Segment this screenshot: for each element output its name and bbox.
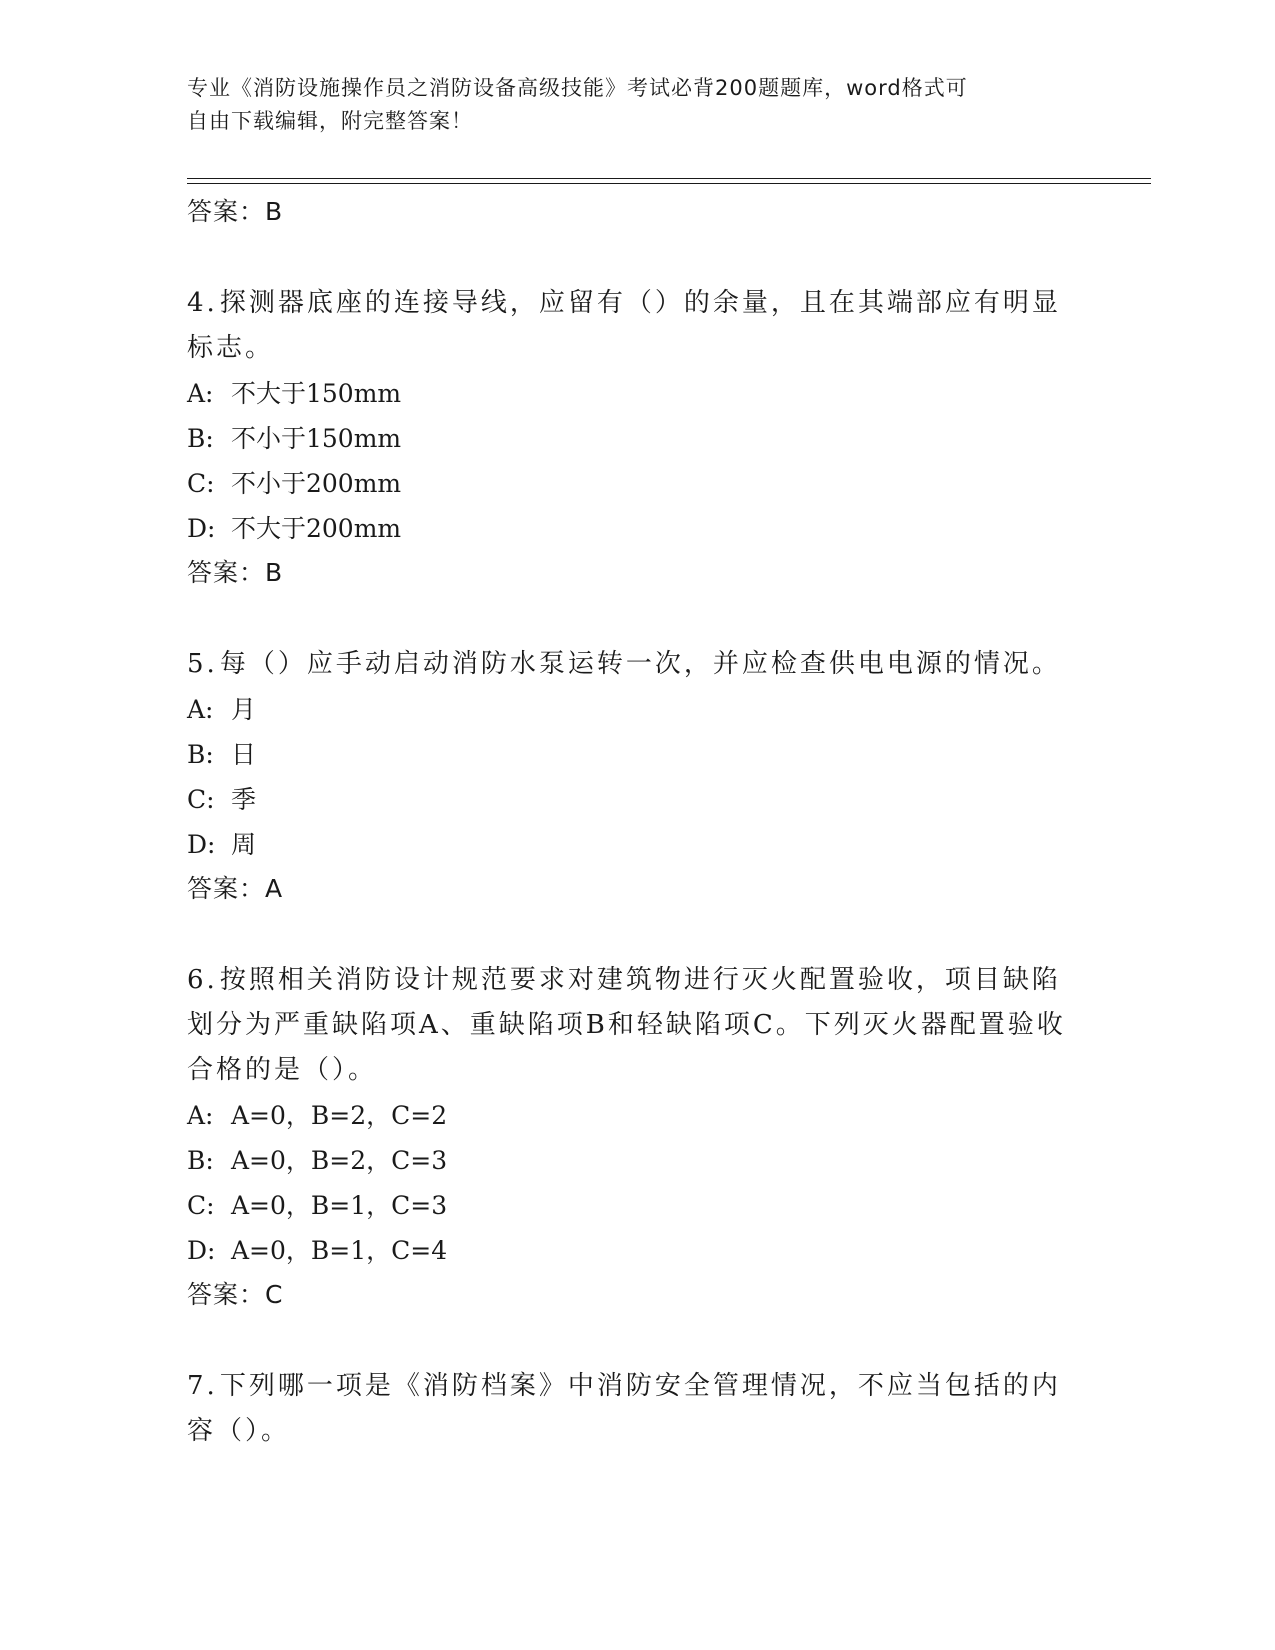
option-letter: D: (187, 1236, 216, 1265)
option-d (187, 822, 1087, 867)
option-b (187, 1138, 1087, 1183)
option-letter: D: (187, 830, 216, 859)
option-letter: C: (187, 785, 215, 814)
option-text: A=0，B=2，C=3 (231, 1146, 448, 1175)
option-c (187, 1183, 1087, 1228)
stem-line (187, 281, 1087, 326)
question-content (187, 190, 1087, 1454)
stem-line (187, 958, 1087, 1003)
question-number: 4. (187, 288, 218, 318)
header-line-1: 专业《消防设施操作员之消防设备高级技能》考试必背200题题库，word格式可 (187, 76, 968, 100)
option-a (187, 687, 1087, 732)
document-header (187, 72, 1067, 138)
answer-label: 答案： (187, 558, 266, 587)
header-divider-top (187, 178, 1151, 179)
header-line-2: 自由下载编辑，附完整答案！ (187, 109, 473, 133)
option-a (187, 371, 1087, 416)
stem-line: 标志。 (187, 333, 275, 363)
stem-text: 按照相关消防设计规范要求对建筑物进行灭火配置验收，项目缺陷 (219, 965, 1061, 995)
stem-text: 下列哪一项是《消防档案》中消防安全管理情况，不应当包括的内 (219, 1371, 1061, 1401)
option-d (187, 1228, 1087, 1273)
question-stem (187, 642, 1087, 687)
option-letter: B: (187, 1146, 214, 1175)
answer-line (187, 551, 1087, 595)
answer-value: B (265, 558, 284, 587)
option-letter: C: (187, 469, 215, 498)
answer-value: A (265, 874, 284, 903)
option-d (187, 506, 1087, 551)
stem-line: 合格的是（）。 (187, 1055, 378, 1085)
option-text: 不小于150mm (231, 424, 402, 453)
stem-line: 容（）。 (187, 1416, 291, 1446)
option-b (187, 732, 1087, 777)
stem-line (187, 642, 1087, 687)
option-text: A=0，B=2，C=2 (231, 1101, 448, 1130)
question-4 (187, 281, 1087, 595)
option-letter: C: (187, 1191, 215, 1220)
option-letter: A: (187, 379, 214, 408)
stem-line (187, 1364, 1087, 1409)
option-letter: B: (187, 424, 214, 453)
option-c (187, 461, 1087, 506)
option-text: 日 (231, 740, 257, 769)
header-divider-bottom (187, 183, 1151, 184)
question-7 (187, 1364, 1087, 1454)
answer-line (187, 190, 1087, 234)
option-c (187, 777, 1087, 822)
question-6 (187, 958, 1087, 1317)
question-number: 6. (187, 965, 218, 995)
question-number: 5. (187, 649, 218, 679)
option-letter: A: (187, 1101, 214, 1130)
option-text: A=0，B=1，C=3 (231, 1191, 448, 1220)
question-number: 7. (187, 1371, 218, 1401)
stem-text: 每（）应手动启动消防水泵运转一次，并应检查供电电源的情况。 (219, 649, 1061, 679)
answer-value: B (265, 197, 284, 226)
option-letter: A: (187, 695, 214, 724)
option-text: 月 (231, 695, 257, 724)
question-5 (187, 642, 1087, 911)
answer-value: C (265, 1280, 284, 1309)
question-stem (187, 958, 1087, 1093)
answer-line (187, 1273, 1087, 1317)
option-letter: D: (187, 514, 216, 543)
stem-text: 探测器底座的连接导线，应留有（）的余量，且在其端部应有明显 (219, 288, 1061, 318)
option-text: 不小于200mm (231, 469, 402, 498)
option-text: 不大于200mm (231, 514, 402, 543)
question-stem (187, 281, 1087, 371)
stem-line: 划分为严重缺陷项A、重缺陷项B和轻缺陷项C。下列灭火器配置验收 (187, 1010, 1066, 1040)
option-text: 不大于150mm (231, 379, 402, 408)
question-stem (187, 1364, 1087, 1454)
option-text: 周 (231, 830, 257, 859)
option-text: A=0，B=1，C=4 (231, 1236, 448, 1265)
option-a (187, 1093, 1087, 1138)
answer-label: 答案： (187, 874, 266, 903)
answer-label: 答案： (187, 1280, 266, 1309)
option-b (187, 416, 1087, 461)
answer-label: 答案： (187, 197, 266, 226)
option-letter: B: (187, 740, 214, 769)
answer-line (187, 867, 1087, 911)
option-text: 季 (231, 785, 257, 814)
